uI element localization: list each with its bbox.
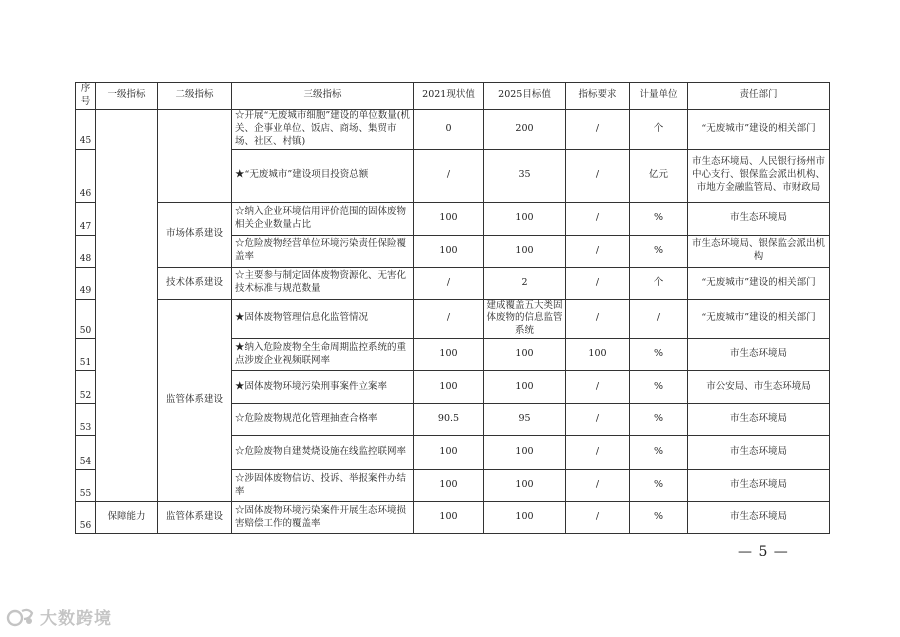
current-value: / bbox=[414, 149, 484, 202]
col-header-requirement: 指标要求 bbox=[566, 83, 630, 110]
level2-cell-supervision2: 监管体系建设 bbox=[158, 502, 232, 534]
current-value: / bbox=[414, 267, 484, 299]
requirement: / bbox=[566, 371, 630, 404]
department: “无废城市”建设的相关部门 bbox=[688, 299, 830, 338]
department: “无废城市”建设的相关部门 bbox=[688, 109, 830, 149]
col-header-level3: 三级指标 bbox=[232, 83, 414, 110]
col-header-no: 序号 bbox=[76, 83, 96, 110]
current-value: 100 bbox=[414, 436, 484, 470]
unit: % bbox=[630, 202, 688, 235]
target-value: 100 bbox=[484, 202, 566, 235]
level2-cell-tech: 技术体系建设 bbox=[158, 267, 232, 299]
table-row bbox=[76, 109, 830, 149]
indicator-cell: ☆危险废物规范化管理抽查合格率 bbox=[232, 404, 414, 436]
current-value: 90.5 bbox=[414, 404, 484, 436]
current-value: / bbox=[414, 299, 484, 338]
watermark-logo-icon bbox=[6, 606, 36, 628]
requirement: / bbox=[566, 235, 630, 267]
indicator-cell: ☆涉固体废物信访、投诉、举报案件办结率 bbox=[232, 470, 414, 502]
indicator-cell: ☆危险废物自建焚烧设施在线监控联网率 bbox=[232, 436, 414, 470]
indicator-table bbox=[75, 82, 830, 534]
target-value: 100 bbox=[484, 470, 566, 502]
unit: % bbox=[630, 502, 688, 534]
indicator-cell: ★“无废城市”建设项目投资总额 bbox=[232, 149, 414, 202]
requirement: / bbox=[566, 267, 630, 299]
current-value: 100 bbox=[414, 470, 484, 502]
col-header-unit: 计量单位 bbox=[630, 83, 688, 110]
current-value: 100 bbox=[414, 235, 484, 267]
unit: / bbox=[630, 299, 688, 338]
level1-cell bbox=[96, 109, 158, 501]
row-number: 49 bbox=[76, 267, 96, 299]
col-header-target: 2025目标值 bbox=[484, 83, 566, 110]
unit: % bbox=[630, 436, 688, 470]
row-number: 53 bbox=[76, 404, 96, 436]
col-header-level1: 一级指标 bbox=[96, 83, 158, 110]
table-row bbox=[76, 299, 830, 338]
row-number: 54 bbox=[76, 436, 96, 470]
unit: % bbox=[630, 339, 688, 371]
row-number: 50 bbox=[76, 299, 96, 338]
current-value: 100 bbox=[414, 371, 484, 404]
row-number: 47 bbox=[76, 202, 96, 235]
target-value: 200 bbox=[484, 109, 566, 149]
department: 市生态环境局、银保监会派出机构 bbox=[688, 235, 830, 267]
unit: 个 bbox=[630, 267, 688, 299]
department: 市公安局、市生态环境局 bbox=[688, 371, 830, 404]
col-header-level2: 二级指标 bbox=[158, 83, 232, 110]
row-number: 56 bbox=[76, 502, 96, 534]
unit: 个 bbox=[630, 109, 688, 149]
current-value: 100 bbox=[414, 502, 484, 534]
requirement: / bbox=[566, 502, 630, 534]
indicator-cell: ★固体废物管理信息化监管情况 bbox=[232, 299, 414, 338]
current-value: 100 bbox=[414, 202, 484, 235]
requirement: / bbox=[566, 470, 630, 502]
current-value: 100 bbox=[414, 339, 484, 371]
row-number: 51 bbox=[76, 339, 96, 371]
current-value: 0 bbox=[414, 109, 484, 149]
target-value: 100 bbox=[484, 436, 566, 470]
row-number: 46 bbox=[76, 149, 96, 202]
level2-cell-supervision: 监管体系建设 bbox=[158, 299, 232, 501]
unit: 亿元 bbox=[630, 149, 688, 202]
department: 市生态环境局 bbox=[688, 339, 830, 371]
requirement: / bbox=[566, 109, 630, 149]
department: 市生态环境局 bbox=[688, 470, 830, 502]
indicator-cell: ★纳入危险废物全生命周期监控系统的重点涉废企业视频联网率 bbox=[232, 339, 414, 371]
table-row bbox=[76, 202, 830, 235]
requirement: / bbox=[566, 299, 630, 338]
department: 市生态环境局 bbox=[688, 502, 830, 534]
unit: % bbox=[630, 470, 688, 502]
indicator-cell: ☆开展“无废城市细胞”建设的单位数量(机关、企事业单位、饭店、商场、集贸市场、社区、村镇) bbox=[232, 109, 414, 149]
unit: % bbox=[630, 404, 688, 436]
col-header-current: 2021现状值 bbox=[414, 83, 484, 110]
requirement: 100 bbox=[566, 339, 630, 371]
department: “无废城市”建设的相关部门 bbox=[688, 267, 830, 299]
department: 市生态环境局、人民银行扬州市中心支行、银保监会派出机构、市地方金融监管局、市财政局 bbox=[688, 149, 830, 202]
row-number: 55 bbox=[76, 470, 96, 502]
unit: % bbox=[630, 371, 688, 404]
level2-cell-market: 市场体系建设 bbox=[158, 202, 232, 267]
col-header-department: 责任部门 bbox=[688, 83, 830, 110]
target-value: 100 bbox=[484, 339, 566, 371]
target-value: 100 bbox=[484, 502, 566, 534]
department: 市生态环境局 bbox=[688, 404, 830, 436]
unit: % bbox=[630, 235, 688, 267]
level2-cell bbox=[158, 109, 232, 202]
page-number: — 5 — bbox=[738, 544, 789, 560]
indicator-cell: ☆危险废物经营单位环境污染责任保险覆盖率 bbox=[232, 235, 414, 267]
row-number: 52 bbox=[76, 371, 96, 404]
indicator-cell: ☆主要参与制定固体废物资源化、无害化技术标准与规范数量 bbox=[232, 267, 414, 299]
indicator-cell: ☆纳入企业环境信用评价范围的固体废物相关企业数量占比 bbox=[232, 202, 414, 235]
level1-cell-guarantee: 保障能力 bbox=[96, 502, 158, 534]
target-value: 2 bbox=[484, 267, 566, 299]
requirement: / bbox=[566, 436, 630, 470]
table-row bbox=[76, 267, 830, 299]
target-value: 建成覆盖五大类固体废物的信息监管系统 bbox=[484, 299, 566, 338]
target-value: 100 bbox=[484, 235, 566, 267]
department: 市生态环境局 bbox=[688, 436, 830, 470]
row-number: 48 bbox=[76, 235, 96, 267]
requirement: / bbox=[566, 149, 630, 202]
department: 市生态环境局 bbox=[688, 202, 830, 235]
table-header bbox=[76, 83, 830, 110]
requirement: / bbox=[566, 404, 630, 436]
requirement: / bbox=[566, 202, 630, 235]
indicator-cell: ★固体废物环境污染刑事案件立案率 bbox=[232, 371, 414, 404]
row-number: 45 bbox=[76, 109, 96, 149]
watermark-text: 大数跨境 bbox=[40, 609, 112, 629]
target-value: 95 bbox=[484, 404, 566, 436]
indicator-cell: ☆固体废物环境污染案件开展生态环境损害赔偿工作的覆盖率 bbox=[232, 502, 414, 534]
table-row bbox=[76, 502, 830, 534]
watermark bbox=[6, 604, 112, 629]
target-value: 35 bbox=[484, 149, 566, 202]
target-value: 100 bbox=[484, 371, 566, 404]
